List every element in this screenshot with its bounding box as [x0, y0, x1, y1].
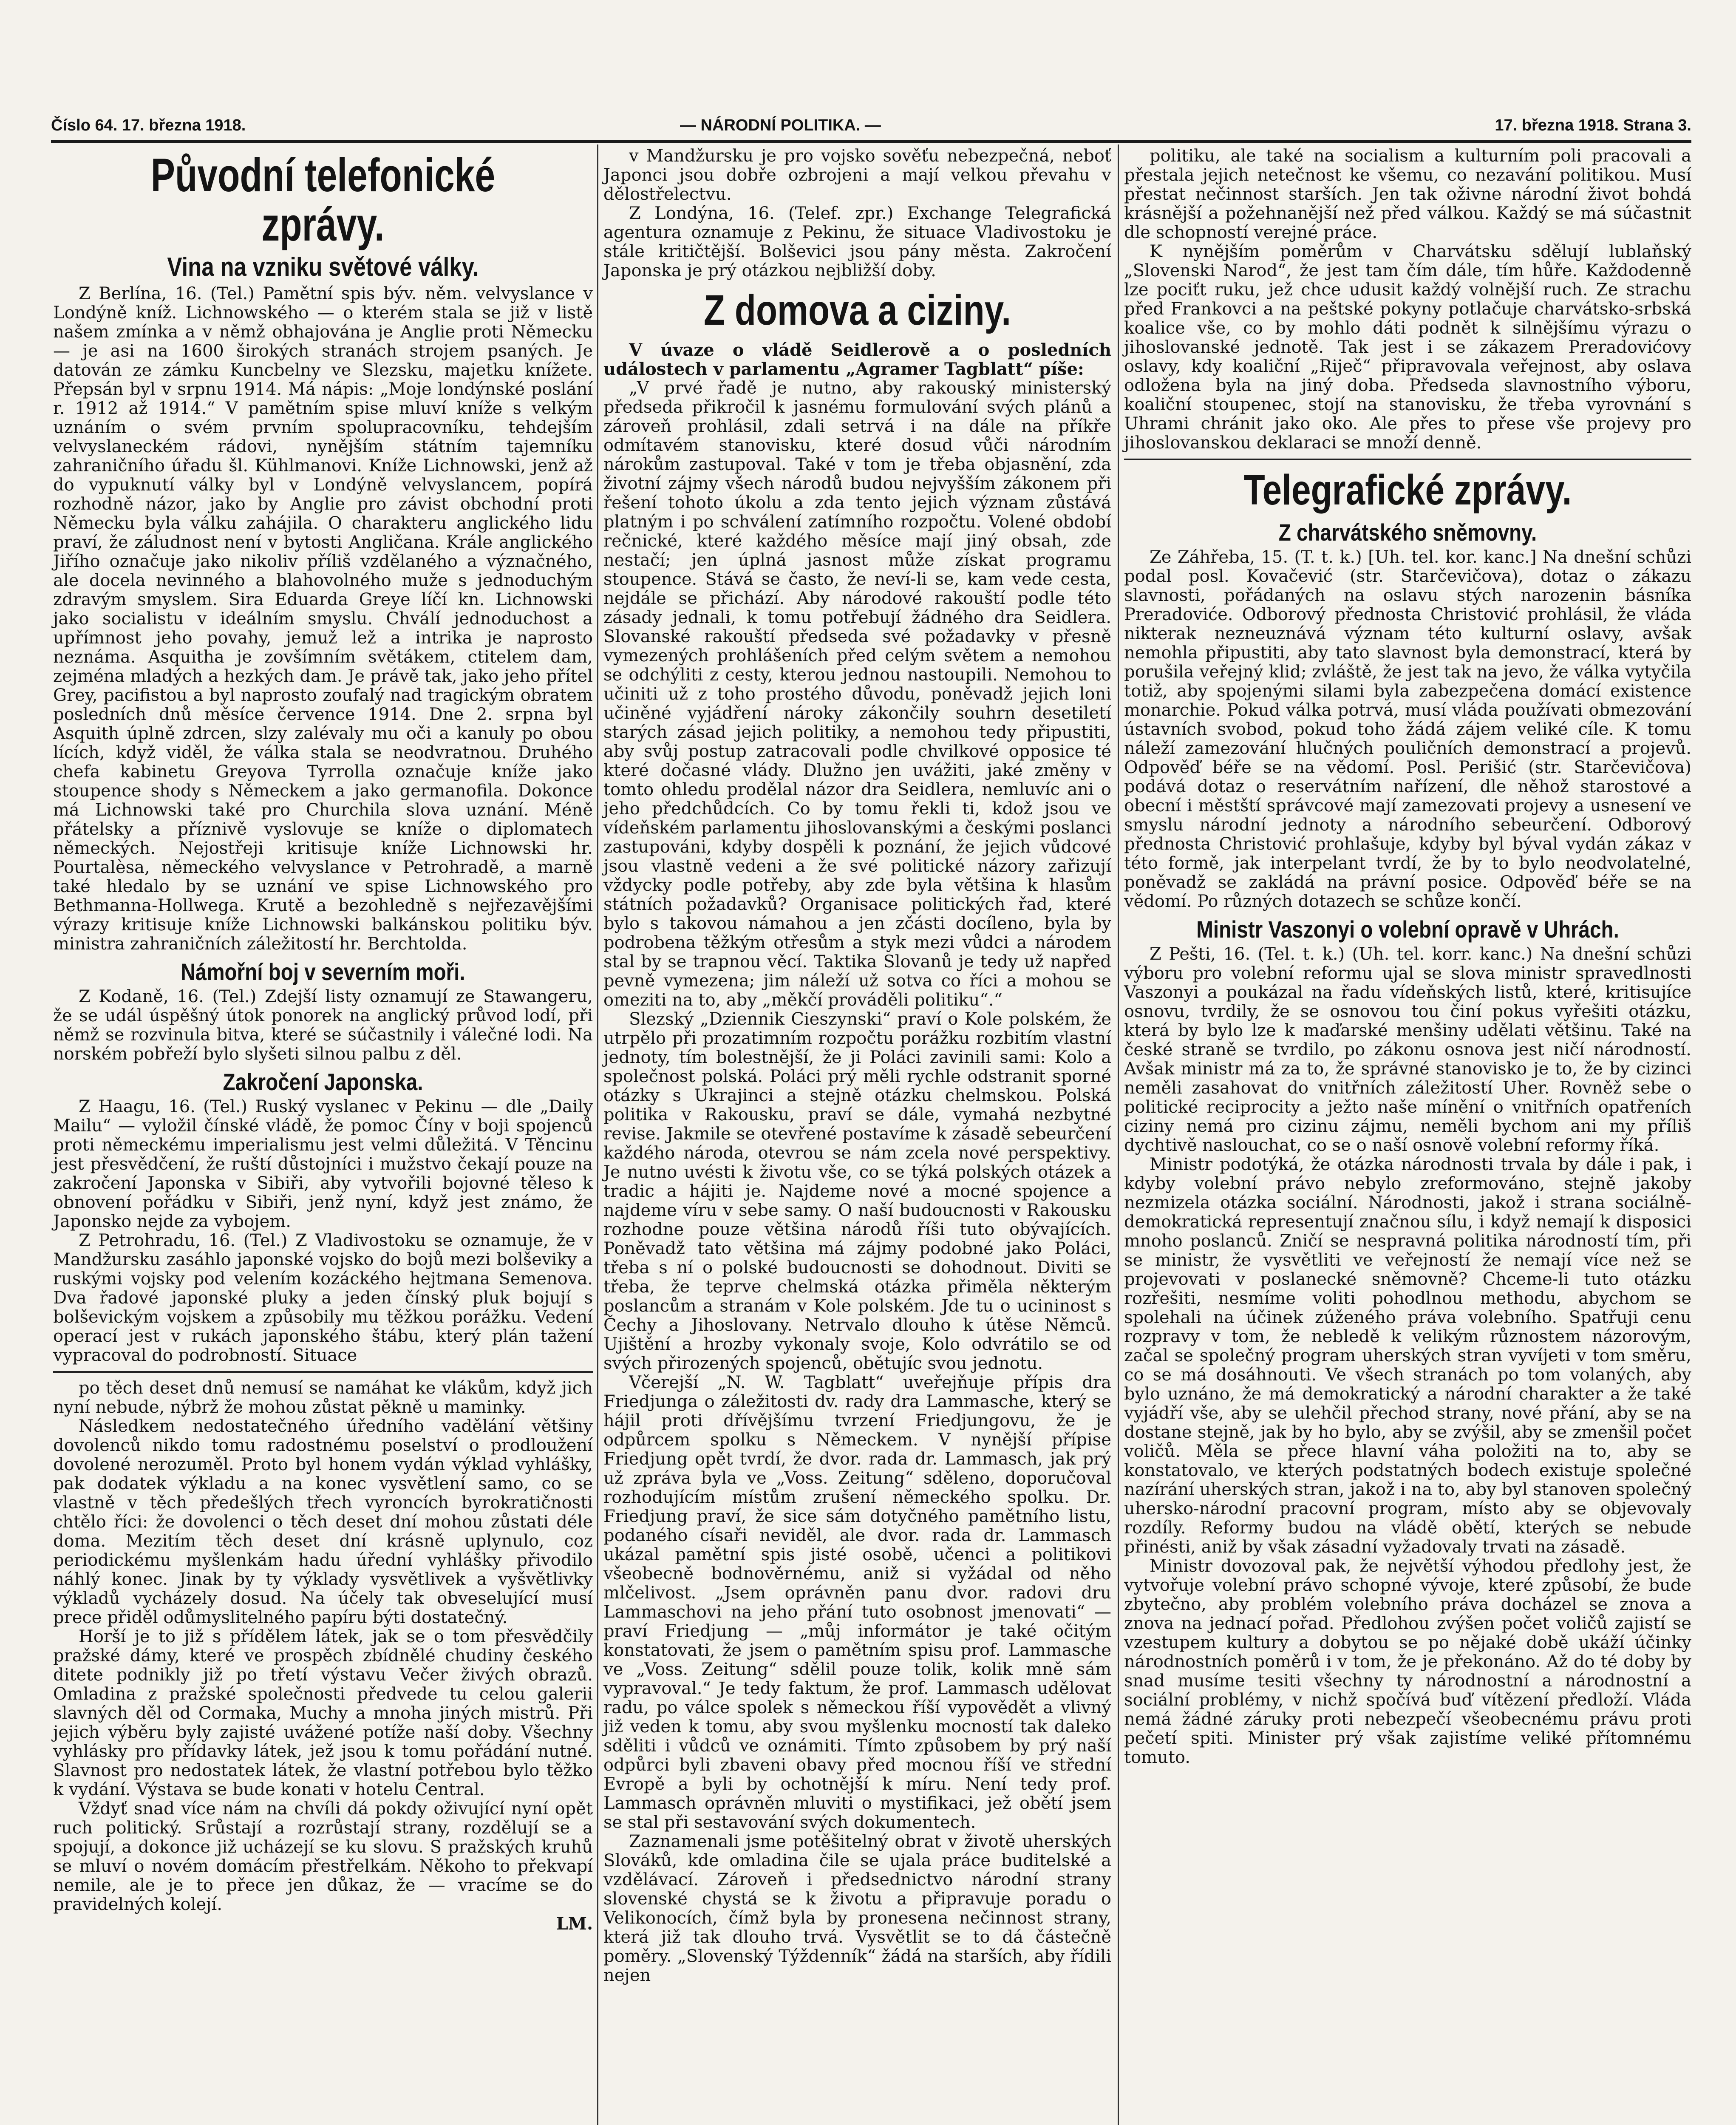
section-heading-telephone: Původní telefonické zprávy. [150, 149, 496, 251]
article-title-croatian-diet: Z charvátského sněmovny. [1278, 519, 1537, 546]
section-heading-telegraphic: Telegrafické zprávy. [1243, 466, 1572, 514]
article-title-sea-battle: Námořní boj v severním moři. [181, 958, 465, 986]
column-divider-1 [597, 144, 598, 2125]
article-body: Z Pešti, 16. (Tel. t. k.) (Uh. tel. korr. kanc.) Na dnešní schůzi výboru pro volební reformu ujal se slova ministr spravedlnosti Vaszonyi a poukázal na řadu vídeňských listů, které, kritisujíce osnovu, tvrdily, že se osnovou tou činí pokus vyřešiti otázku, která by bylo lze k maďarské menšiny udělati většinu. Také na české straně se tvrdilo, po zákonu osnova jest ničí národností. Avšak ministr má za to, že správné stanovisko je to, že by cizinci neměli zasahovat do vnitřních záležitostí Uher. Rovněž sebe o politické reciprocity a ježto naše mínění o vnitřních opatřeních ciziny nemá pro cizinu zájmu, neměli bychom ani my příliš dychtivě naslouchat, co se o naší osnově volební reformy říká. [1124, 944, 1691, 1155]
section-rule [53, 1371, 593, 1373]
feuilleton-body: Horší je to již s přídělem látek, jak se o tom přesvědčily pražské dámy, které ve prospěch zbídnělé chudiny českého ditete podnikly již po třetí výstavu Večer živých obrazů. Omladina z pražské společnosti předvede tu celou galerii slavných děl od Cormaka, Muchy a mnoha jiných mistrů. Při jejich výběru byly zajisté uvážené potíže naší doby. Všechny vyhlásky pro přídavky látek, jež jsou k tomu pořádání nutné. Slavnost pro nedostatek látek, že vlastní potřebou bylo těžko k vydání. Výstava se bude konati v hotelu Central. [53, 1626, 593, 1799]
article-body: „V prvé řadě je nutno, aby rakouský ministerský předseda přikročil k jasnému formulování svých plánů a zároveň prohlásil, zdali setrvá i na dále na příkře odmítavém stanovisku, které dosud vůči národním nárokům zastupoval. Také v tom je třeba objasnění, zda životní zájmy všech národů budou nejvyšším zákonem při řešení tohoto úkolu a zda tento jejich význam zůstává platným i po schválení zatímního rozpočtu. Volené období rečnické, které každého měsíce mají jiný obsah, zde nestačí; jen úplná jasnost může získat programu stoupence. Stává se často, že neví-li se, kam vede cesta, nejdále se přichází. Aby národové rakouští podle této zásady jednali, k tomu potřebují žádného dra Seidlera. Slovanské rakouští předseda své požadavky v přesně vymezených prohlášeních před celým světem a nemohou se odchýliti z cesty, kterou jednou nastoupili. Nemohou to učiniti už z toho prostého důvodu, poněvadž jejich loni učiněné vyjádření nároky zákončily souhrn desetiletí starých zásad jejich politiky, a nemohou tedy připustiti, aby svůj postup zatracovali podle chvilkové opposice té které dočasné vlády. Dlužno jen uvážiti, jaké změny v tomto ohledu prodělal názor dra Seidlera, nemluvíc ani o jeho předchůdcích. Co by tomu řekli ti, kdož jsou ve vídeňském parlamentu jihoslovanskými a českými poslanci zastupováni, kdyby dospěli k poznání, že jejich vůdcové jsou vlastně vedeni a že své politické názory zařizují vždycky podle potřeby, aby zde byla většina k hlasům státních požadavků? Organisace politických řad, které bylo s takovou námahou a jen zčásti docíleno, byla by podrobena těžkým otřesům a styk mezi vůdci a národem stal by se trapnou věcí. Taktika Slovanů je tedy už napřed pevně vymezena; jim náleží už sotva co říci a mohou se omeziti na to, aby „měkčí prováděli politiku“.“ [603, 378, 1111, 1010]
page-header [51, 114, 1691, 148]
article-title-japan: Zakročení Japonska. [223, 1068, 423, 1095]
article-body: Ministr dovozoval pak, že největší výhodou předlohy jest, že vytvořuje volební právo schopné vývoje, které způsobí, že bude zbytečno, aby problém volebního práva docházel se znova a znova na jednací pořad. Předlohou zvýšen počet voličů zajistí se vzestupem kultury a dobytou se po nějaké době ukáží účinky národnostních poměrů i v tom, že je překonáno. Až do té doby by snad musíme tesiti všechny ty národnostní a národnostní a sociální problémy, v nichž spočívá buď vítězení předloží. Vláda nemá žádné záruky proti nebezpečí všeobecnému právu proti pečetí spiti. Minister prý však zajistíme veliké přítomnému tomuto. [1124, 1556, 1691, 1767]
article-body: Z Petrohradu, 16. (Tel.) Z Vladivostoku se oznamuje, že v Mandžursku zasáhlo japonské vojsko do bojů mezi bolševiky a ruskými vojsky pod velením kozáckého hejtmana Semenova. Dva řadové japonské pluky a jeden čínský pluk bojují s bolševickým vojskem a způsobily mu těžkou porážku. Vedení operací jest v rukách japonského štábu, který plán tažení vypracoval do podrobností. Situace [53, 1230, 593, 1365]
author-signature: LM. [556, 1913, 593, 1934]
article-body: politiku, ale také na socialism a kulturním poli pracovali a přestala jejich netečnost ke všemu, co nezavání politikou. Musí přestat nečinnost starších. Jen tak oživne národní život bohdá krásnější a požehnanější než před válkou. Každý se má súčastnit dle schopností verejné práce. [1124, 146, 1691, 242]
article-body: Ministr podotýká, že otázka národnosti trvala by dále i pak, i kdyby volební právo nebylo zreformováno, stejně jakoby nezmizela otázka sociální. Národnosti, jakož i strana sociálně-demokratická representují značnou sílu, i když nemají k disposici mnoho poslanců. Zničí se nespravná politika národností tím, při se ministr, že vysvětliti ve veřejností že nemají více než se projevovati v poslanecké sněmovně? Chceme-li tuto otázku rozřešiti, nesmíme voliti pohodlnou methodu, abychom se spolehali na účinek zúženého práva volebního. Spatřuji cenu rozpravy v tom, že nebledě k velikým různostem názorovým, začal se společný program uherských stran vyvíjeti v tom směru, co se má dosáhnouti. Ve všech stranách po tom volaných, aby bylo uznáno, že má demokratický a národní charakter a že také vyjádří vše, aby se ulehčil přechod strany, nové přání, aby se na dostane stejně, jak by ho bylo, aby se zvýšil, aby se zmenšil počet voličů. Měla se přece hlavní váha položiti na to, aby se konstatovalo, ve kterých podstatných bodech existuje společné nazírání uherských stran, jakož i na to, aby byl stanoven společný uhersko-národní pracovní program, místo aby se objevovaly rozdíly. Reformy budou na vládě obětí, kterých se nebude přinésti, aniž by však zásadní vyžadovaly trvati na zásadě. [1124, 1154, 1691, 1557]
article-lead: V úvaze o vládě Seidlerově a o posledních událostech v parlamentu „Agramer Tagblatt“ píše: [603, 340, 1111, 379]
article-body: K nynějším poměrům v Charvátsku sdělují lublaňský „Slovenski Narod“, že jest tam čím dále, tím hůře. Každodenně lze pociťt ruku, jež chce udusit každý volnější ruch. Ze strachu před Frankovci a na peštské pokyny potlačuje charvátsko-srbská koalice vše, co by mohlo dáti podnět k silnějšímu výrazu o jihoslovanské jednotě. Tak jest i se zákazem Preradovićovy oslavy, kdy koaliční „Riječ“ připravovala veřejnost, aby oslava odložena byla na jiný doba. Předseda slavnostního výboru, koaliční stoupenec, stojí na stanovisku, že třeba vyrovnání s Uhrami chránit jako oko. Ale přes to přese vše projevy pro jihoslovanskou deklaraci se množí denně. [1124, 242, 1691, 453]
article-body: Z Haagu, 16. (Tel.) Ruský vyslanec v Pekinu — dle „Daily Mailu“ — vyložil čínské vládě, že pomoc Číny v boji spojenců proti německému imperialismu jest velmi důležitá. V Těncinu jest přesvědčení, že ruští důstojníci i mužstvo čekají pouze na zakročení Japonska v Sibiři, aby vytvořili bojovné těleso k obnovení pořádku v Sibiři, jenž nyní, když jest známo, že Japonsko nejde za vybojem. [53, 1096, 593, 1231]
article-body: Ze Záhřeba, 15. (T. t. k.) [Uh. tel. kor. kanc.] Na dnešní schůzi podal posl. Kovačević (str. Starčevičova), dotaz o zákazu slavnosti, pořádaných na oslavu stých narozenin básníka Preradoviće. Odborový přednosta Christović prohlásil, že vláda nikterak nezneuznává význam této kulturní oslavy, avšak nemohla připustiti, aby tato slavnost byla demonstrací, která by porušila veřejný klid; zvláště, že jest tak na jevo, že válka vytyčila totiž, aby spojenými silami byla zabezpečena domácí existence monarchie. Pokud válka potrvá, musí vláda používati obmezování ústavních svobod, pokud toho žádá zájem veliké cíle. K tomu náleží zamezování hlučných pouličních demonstrací a projevů. Odpověď béře se na vědomí. Posl. Perišić (str. Starčevičova) podává dotaz o reservátním nařízení, dle něhož starostové a obecní i městští správcové mají zamezovati projevy a usnesení ve smyslu národní jednoty a národního sebeurčení. Odborový přednosta Christović prohlašuje, kdyby byl býval vydán zákaz v této formě, jak interpelant tvrdí, že by to bylo neodvolatelné, poněvadž se zakládá na právní posice. Odpověď béře se na vědomí. Po různých dotazech se schůze končí. [1124, 547, 1691, 911]
article-body: Včerejší „N. W. Tagblatt“ uveřejňuje přípis dra Friedjunga o záležitosti dv. rady dra Lammasche, který se hájil proti dřívějšímu tvrzení Friedjungovu, že je odpůrcem spolku s Německem. V nynější přípise Friedjung opět tvrdí, že dvor. rada dr. Lammasch, jak prý už zpráva byla ve „Voss. Zeitung“ sděleno, doporučoval rozhodujícím místům zrušení německého spolku. Dr. Friedjung praví, že sice sám dotyčného pamětního listu, podaného císaři neviděl, ale dvor. rada dr. Lammasch ukázal pamětní spis jisté osobě, učenci a politikovi všeobecně bodnověrnému, aniž si vyžádal od něho mlčelivost. „Jsem oprávněn panu dvor. radovi dru Lammaschovi na jeho přání tuto osobnost jmenovati“ — praví Friedjung — „můj informátor je také očitým konstatovati, že jsem o pamětním spisu prof. Lammasche ve „Voss. Zeitung“ sdělil pouze tolik, kolik mně sám vypravoval.“ Je tedy faktum, že prof. Lammasch udělovat radu, po válce spolek s německou říší vypovědět a vlivný již veden k tomu, aby svou myšlenku mocností tak daleko sděliti i vůdců ve oznámiti. Tímto způsobem by prý naší odpůrci byli zbaveni obavy před mocnou říší ve střední Evropě a byli by ochotnější k míru. Není tedy prof. Lammasch oprávněn mluviti o mystifikaci, jež obětí jsem se stal při sestavování svých dokumentech. [603, 1373, 1111, 1832]
column-divider-2 [1118, 144, 1119, 2125]
column-1 [53, 147, 593, 1933]
article-title-vaszonyi: Ministr Vaszonyi o volební opravě v Uhrách. [1196, 915, 1619, 943]
article-title-war-guilt: Vina na vzniku světové války. [167, 252, 479, 282]
article-body: v Mandžursku je pro vojsko sověťu nebezpečná, neboť Japonci jsou dobře ozbrojeni a mají velkou převahu v dělostřelectvu. [603, 146, 1111, 204]
feuilleton-body: Následkem nedostatečného úředního vadělání většiny dovolenců nikdo tomu radostnému poselství o prodloužení dovolené nerozuměl. Proto byl honem vydán výklad vyhlášky, pak dodatek výkladu a na konec vysvětlení samo, co se vlastně v těch předešlých třech vyroncích byrokratičnosti chtělo říci: že dovolenci o těch deset dní mohou zůstati déle doma. Mezitím těch deset dní krásně uplynulo, coz periodickému myšlenkám hadu úřední vyhlášky přivodilo náhlý konec. Jinak by ty výklady vysvětlivek a vyšvětlivky výkladů vycházely dosud. Na účely tak obveselující musí prece přiděl odůmyslitelného papíru býti dostatečný. [53, 1416, 593, 1627]
column-2 [603, 147, 1111, 1985]
article-body: Slezský „Dziennik Cieszynski“ praví o Kole polském, že utrpělo při prozatimním rozpočtu porážku rozbitím vlastní jednoty, tím bolestnější, že ji Poláci zavinili sami: Kolo a společnost polská. Poláci prý měli rychle odstranit sporné otázky s Ukrajinci a stejně otázku chelmskou. Polská politika v Rakousku, praví se dále, vymahá nezbytné revise. Jakmile se otevřené postavíme k zásadě sebeurčení každého národa, otevrou se nám zcela nové perspektivy. Je nutno uvésti k životu vše, co se týká polských otázek a tradic a hájiti je. Najdeme nové a mocné spojence a najdeme víru v sebe samy. O naší budoucnosti v Rakousku rozhodne pouze většina národů říši tuto obývajících. Poněvadž tato většina má zájmy podobné jako Poláci, třeba s ní o polské budoucnosti se dohodnout. Diviti se třeba, že teprve chelmská otázka přiměla některým poslancům a stranám v Kole polském. Jde tu o ucininost s Čechy a Jihoslovany. Netrvalo dlouho k útěse Němců. Ujištění a hrozby vykonaly svoje, Kolo odvrátilo se od svých přirozených spojenců, obětujíc svou jednotu. [603, 1009, 1111, 1373]
section-rule [1124, 459, 1691, 460]
issue-number: Číslo 64. 17. března 1918. [51, 116, 246, 134]
header-rule [51, 140, 1691, 143]
article-body: Z Kodaně, 16. (Tel.) Zdejší listy oznamují ze Stawangeru, že se udál úspěšný útok ponorek na anglický průvod lodí, při němž se rozvinula bitva, které se súčastnily i válečné lodi. Na norském pobřeží bylo slyšeti silnou palbu z děl. [53, 986, 593, 1064]
article-body: Z Londýna, 16. (Telef. zpr.) Exchange Telegrafická agentura oznamuje z Pekinu, že situace Vladivostoku je stále kritičtější. Bolševici jsou pány města. Zakročení Japonska je prý otázkou nejbližší doby. [603, 204, 1111, 280]
feuilleton-body: Vždyť snad více nám na chvíli dá pokdy oživující nyní opět ruch politický. Srůstají a rozrůstají strany, rozdělují se a spojují, a dokonce již ucházejí se ku slovu. S pražských kruhů se mluví o novém domácím přestřelkám. Někoho to překvapí nemile, ale je to přece jen důkaz, že — vracíme se do pravidelných kolejí. [53, 1799, 593, 1914]
newspaper-title: — NÁRODNÍ POLITIKA. — [680, 116, 881, 134]
article-body: Zaznamenali jsme potěšitelný obrat v životě uherských Slováků, kde omladina čile se ujala práce buditelské a vzdělávací. Zároveň i předsednictvo národní strany slovenské chystá se k životu a připravuje poradu o Velikonocích, čímž byla by pronesena nečinnost strany, která již tak dlouho trvá. Vysvětlit se to dá částečně poměry. „Slovenský Týždenník“ žádá na starších, aby řídili nejen [603, 1832, 1111, 1985]
feuilleton-body: po těch deset dnů nemusí se namáhat ke vlákům, když jich nyní nebude, nýbrž že mohou zůstat pěkně u maminky. [53, 1378, 593, 1417]
page-date: 17. března 1918. Strana 3. [1495, 116, 1691, 134]
section-heading-home-abroad: Z domova a ciziny. [703, 286, 1011, 334]
article-body: Z Berlína, 16. (Tel.) Pamětní spis býv. něm. velvyslance v Londýně kníž. Lichnowského — o kterém stala se již v listě našem zmínka a v němž obhajována je Anglie proti Německu — je asi na 1600 širokých stranách strojem psaných. Je datován ze zámku Kuncbelny ve Slezsku, majetku knížete. Přepsán byl v srpnu 1914. Má nápis: „Moje londýnské poslání r. 1912 až 1914.“ V pamětním spise mluví kníže s velkým uznáním o svém prvním spolupracovníku, tehdejším velvyslaneckém rádovi, nynějším státním tajemníku zahraničního úřadu šl. Kühlmanovi. Kníže Lichnowski, jenž až do vypuknutí války byl v Londýně velvyslancem, popírá rozhodně názor, jako by Anglie pro závist obchodní proti Německu byla válku zahájila. O charakteru anglického lidu praví, že záludnost není v bytosti Angličana. Krále anglického Jiřího označuje jako nikoliv příliš vzdělaného a význačného, ale docela nevinného a blahovolného muže s jednoduchým zdravým smyslem. Sira Eduarda Greye líčí kn. Lichnowski jako socialistu v ideálním smyslu. Chválí jednoduchost a upřímnost jeho povahy, jemuž lež a intrika je naprosto neznáma. Asquitha je zovšímním světákem, ctitelem dam, zejména mladých a hezkých dam. Je právě tak, jako jeho přítel Grey, pacifistou a byl naprosto zoufalý nad tragickým obratem posledních dnů měsíce července 1914. Dne 2. srpna byl Asquith úplně zdrcen, slzy zalévaly mu oči a kanuly po obou lících, když viděl, že válka stala se neodvratnou. Druhého chefa kabinetu Greyova Tyrrolla označuje kníže jako stoupence shody s Německem a jako germanofila. Dokonce má Lichnowski také pro Churchila slova uznání. Méně přátelsky a příznivě vyslovuje se kníže o diplomatech německých. Nejostřeji kritisuje kníže Lichnowski hr. Pourtalèsa, německého velvyslance v Petrohradě, a marně také hledalo by se uznání ve spise Lichnowského pro Bethmanna-Hollwega. Krutě a bezohledně s nejřezavějšími výrazy kritisuje kníže Lichnowski balkánskou politiku býv. ministra zahraničních záležitostí hr. Berchtolda. [53, 284, 593, 954]
column-3 [1124, 147, 1691, 1767]
